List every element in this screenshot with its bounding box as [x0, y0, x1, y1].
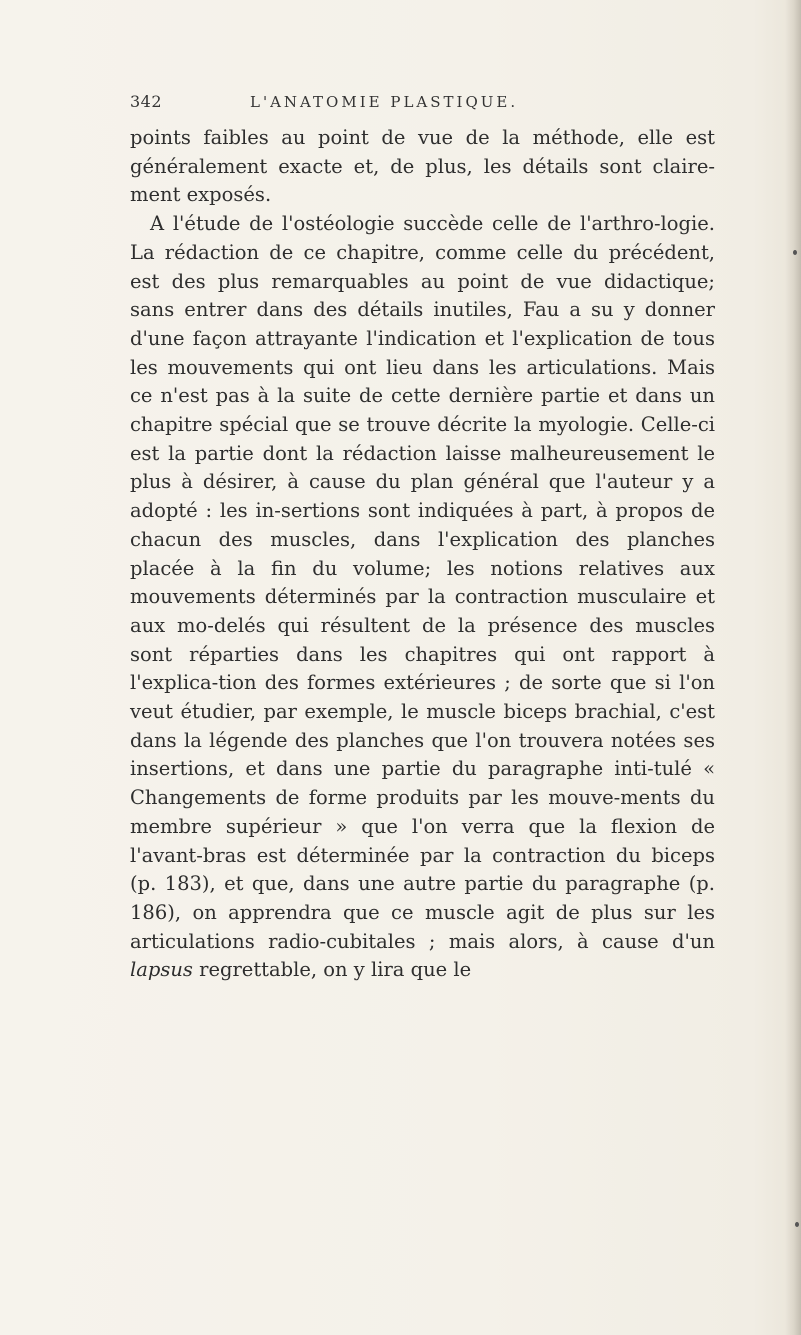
running-title: L'ANATOMIE PLASTIQUE.	[250, 93, 519, 111]
page-edge-shadow	[785, 0, 801, 1335]
print-speck	[793, 250, 797, 255]
page-header	[130, 92, 690, 116]
paragraph-2-end: regrettable, on y lira que le	[192, 958, 472, 982]
body-text	[130, 124, 715, 985]
print-speck	[795, 1222, 799, 1227]
paragraph-2-text: A l'étude de l'ostéologie succède celle de l'arthro-logie. La rédaction de ce chapitre, comme celle du précédent, est des plus remarquables au point de vue didactique; sans entrer dans des détails inutiles, Fau a su y donner d'une façon attrayante l'indication et l'explication de tous les mouvements qui ont lieu dans les articulations. Mais ce n'est pas à la suite de cette dernière partie et dans un chapitre spécial que se trouve décrite la myologie. Celle-ci est la partie dont la rédaction laisse malheureusement le plus à désirer, à cause du plan général que l'auteur y a adopté : les in-sertions sont indiquées à part, à propos de chacun des muscles, dans l'explication des planches placée à la fin du volume; les notions relatives aux mouvements déterminés par la contraction musculaire et aux mo-delés qui résultent de la présence des muscles sont réparties dans les chapitres qui ont rapport à l'explica-tion des formes extérieures ; de sorte que si l'on veut étudier, par exemple, le muscle biceps brachial, c'est dans la légende des planches que l'on trouvera notées ses insertions, et dans une partie du paragraphe inti-tulé « Changements de forme produits par les mouve-ments du membre supérieur » que l'on verra que la flexion de l'avant-bras est déterminée par la contraction du biceps (p. 183), et que, dans une autre partie du paragraphe (p. 186), on apprendra que ce muscle agit de plus sur les articulations radio-cubitales ; mais alors, à cause d'un	[130, 212, 715, 953]
page-number: 342	[130, 92, 163, 111]
paragraph-2	[130, 210, 715, 985]
italic-term-lapsus: lapsus	[130, 958, 193, 982]
paragraph-1: points faibles au point de vue de la méthode, elle est généralement exacte et, de plus, les détails sont claire-ment exposés.	[130, 126, 715, 207]
